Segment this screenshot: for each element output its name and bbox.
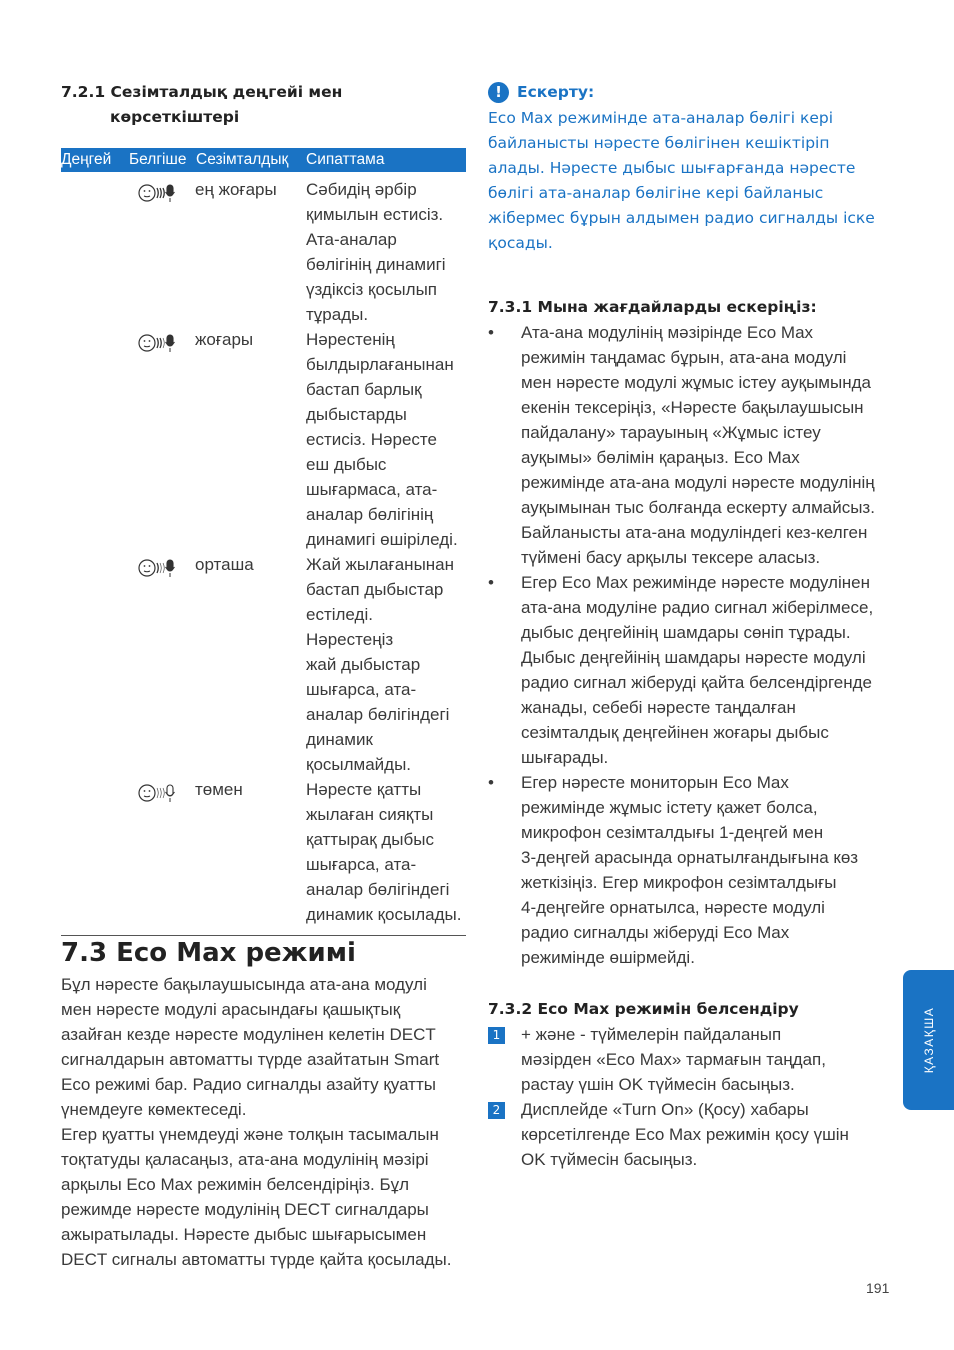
note-heading — [488, 80, 898, 104]
side-tab-label: ҚАЗАҚША — [921, 1006, 936, 1074]
description-line: аналар бөлігіндегі — [306, 705, 450, 724]
section-number: 7.2.1 — [61, 83, 106, 101]
description-line: жылаған сияқты — [306, 805, 434, 824]
col-header-icon: Белгіше — [129, 151, 187, 168]
warning-icon: ! — [488, 82, 509, 103]
text-line: мен нәресте модулі арасындағы қашықтық — [61, 1000, 401, 1019]
text-line: екенін тексеріңіз, «Нәресте бақылаушысын — [521, 398, 864, 417]
text-line: мен нәресте модулі жұмыс істеу ауқымында — [521, 373, 871, 392]
section-7-3-paragraph-2 — [61, 1122, 466, 1272]
sensitivity-level: төмен — [195, 780, 243, 799]
sensitivity-low-icon — [138, 782, 176, 804]
text-line: Дыбыс деңгейінің шамдары нәресте модулі — [521, 648, 866, 667]
text-line: көрсетілгенде Eco Max режимін қосу үшін — [521, 1125, 849, 1144]
description-line: шығармаса, ата- — [306, 480, 438, 499]
text-line: арқылы Eco Max режимін белсендіріңіз. Бұл — [61, 1175, 410, 1194]
section-7-2-1-heading — [61, 80, 466, 105]
text-line: Егер Eco Max режимінде нәресте модулінен — [521, 573, 870, 592]
text-line: бөлігі ата-аналар бөлігіне кері байланыс — [488, 184, 824, 202]
description-line: бастап дыбыстар — [306, 580, 444, 599]
left-column — [61, 80, 466, 1272]
bullet-icon: • — [488, 323, 494, 342]
text-line: ауқымы» бөлімін қараңыз. Eco Max — [521, 448, 800, 467]
table-header — [61, 148, 466, 172]
text-line: азайған кезде нәресте модулінен келетін DECT — [61, 1025, 436, 1044]
activation-steps — [488, 1022, 898, 1172]
section-7-3-2-heading: 7.3.2 Eco Max режимін белсендіру — [488, 1000, 799, 1018]
table-row — [61, 177, 466, 327]
sensitivity-max-icon — [138, 182, 176, 204]
section-7-3-title: 7.3 Eco Max режимі — [61, 938, 356, 968]
text-line: режимін таңдамас бұрын, ата-ана модулі — [521, 348, 847, 367]
text-line: режимде нәресте модулінің DECT сигналдары — [61, 1200, 429, 1219]
text-line: микрофон сезімталдығы 1-деңгей мен — [521, 823, 824, 842]
text-line: DECT сигналы автоматты түрде қайта қосылады. — [61, 1250, 452, 1269]
text-line: радио сигналды жіберуді Eco Max — [521, 923, 790, 942]
text-line: шығарады. — [521, 748, 609, 767]
text-line: Eco режимі бар. Радио сигналды азайту қуатты — [61, 1075, 436, 1094]
text-line: режимінде жұмыс істету қажет болса, — [521, 798, 818, 817]
description-line: Нәрестенің — [306, 330, 395, 349]
considerations-list — [488, 320, 898, 970]
note-title: Ескерту: — [517, 83, 595, 101]
sensitivity-table-body — [61, 177, 466, 927]
text-line: алады. Нәресте дыбыс шығарғанда нәресте — [488, 159, 856, 177]
description-line: аналар бөлігінің — [306, 505, 434, 524]
step-item — [488, 1097, 898, 1172]
description-line: Жай жылағанынан — [306, 555, 455, 574]
text-line: сигналдарын автоматты түрде азайтатын Smart — [61, 1050, 440, 1069]
level-description — [306, 327, 471, 552]
description-line: Нәрестеңіз — [306, 630, 394, 649]
text-line: түймені басу арқылы тексере аласыз. — [521, 548, 821, 567]
description-line: шығарса, ата- — [306, 855, 417, 874]
right-column — [488, 80, 898, 1172]
text-line: жібермес бұрын алдымен радио сигналды іске — [488, 209, 875, 227]
text-line: мәзірден «Eco Max» тармағын таңдап, — [521, 1050, 826, 1069]
text-line: растау үшін OK түймесін басыңыз. — [521, 1075, 795, 1094]
text-line: ажыратылады. Нәресте дыбыс шығарысымен — [61, 1225, 427, 1244]
text-line: радио сигнал жіберуді қайта белсендіргенде — [521, 673, 873, 692]
text-line: Егер қуатты үнемдеуді және толқын тасымалын — [61, 1125, 439, 1144]
description-line: қосылмайды. — [306, 755, 412, 774]
list-item — [488, 320, 898, 570]
text-line: Егер нәресте мониторын Eco Max — [521, 773, 789, 792]
description-line: естисіз. Нәресте — [306, 430, 437, 449]
table-row — [61, 777, 466, 927]
text-line: үнемдеуге көмектеседі. — [61, 1100, 247, 1119]
sensitivity-high-icon — [138, 332, 176, 354]
description-line: естіледі. — [306, 605, 373, 624]
text-line: 3-деңгей арасында орнатылғандығына көз — [521, 848, 859, 867]
description-line: динамик — [306, 730, 373, 749]
sensitivity-medium-icon — [138, 557, 176, 579]
list-item — [488, 770, 898, 970]
description-line: жай дыбыстар — [306, 655, 421, 674]
description-line: бөлігінің динамигі — [306, 255, 446, 274]
sensitivity-level: жоғары — [195, 330, 254, 349]
text-line: жеткізіңіз. Егер микрофон сезімталдығы — [521, 873, 837, 892]
sensitivity-level: орташа — [195, 555, 254, 574]
note-body — [488, 106, 898, 256]
description-line: қимылын естисіз. — [306, 205, 444, 224]
text-line: сезімталдық деңгейінен жоғары дыбыс — [521, 723, 829, 742]
text-line: + және - түймелерін пайдаланып — [521, 1025, 782, 1044]
description-line: қаттырақ дыбыс — [306, 830, 434, 849]
text-line: Бұл нәресте бақылаушысында ата-ана модулі — [61, 975, 427, 994]
description-line: Ата-аналар — [306, 230, 397, 249]
section-divider — [61, 935, 466, 936]
language-side-tab — [903, 970, 954, 1110]
section-7-2-1-heading-cont: көрсеткіштері — [110, 108, 240, 126]
text-line: 4-деңгейге орнатылса, нәресте модулі — [521, 898, 825, 917]
table-row — [61, 552, 466, 777]
description-line: динамик қосылады. — [306, 905, 462, 924]
section-7-3-1-heading: 7.3.1 Мына жағдайларды ескеріңіз: — [488, 298, 817, 316]
description-line: динамигі өшіріледі. — [306, 530, 458, 549]
level-description — [306, 777, 471, 927]
text-line: жанады, себебі нәресте таңдалған — [521, 698, 796, 717]
page-number: 191 — [866, 1280, 890, 1296]
col-header-description: Сипаттама — [306, 151, 385, 168]
text-line: Байланысты ата-ана модуліндегі кез-келген — [521, 523, 868, 542]
text-line: ауқымынан тыс болғанда ескерту алмайсыз. — [521, 498, 875, 517]
text-line: режимінде өшірмейді. — [521, 948, 695, 967]
description-line: бастап барлық — [306, 380, 422, 399]
step-number-badge: 2 — [488, 1102, 505, 1119]
text-line: тоқтатуды қаласаңыз, ата-ана модулінің мәзірі — [61, 1150, 429, 1169]
level-description — [306, 177, 471, 327]
description-line: былдырлағанынан — [306, 355, 454, 374]
text-line: ата-ана модуліне радио сигнал жіберілмесе, — [521, 598, 874, 617]
bullet-icon: • — [488, 773, 494, 792]
text-line: режимінде ата-ана модулі нәресте модулінің — [521, 473, 875, 492]
description-line: тұрады. — [306, 305, 369, 324]
section-7-3-paragraph-1 — [61, 972, 466, 1122]
text-line: Дисплейде «Turn On» (Қосу) хабары — [521, 1100, 809, 1119]
description-line: аналар бөлігіндегі — [306, 880, 450, 899]
description-line: үздіксіз қосылып — [306, 280, 437, 299]
list-item — [488, 570, 898, 770]
bullet-icon: • — [488, 573, 494, 592]
text-line: пайдалану» тарауының «Жұмыс істеу — [521, 423, 821, 442]
description-line: еш дыбыс — [306, 455, 387, 474]
description-line: Сәбидің әрбір — [306, 180, 417, 199]
description-line: шығарса, ата- — [306, 680, 417, 699]
col-header-sensitivity: Сезімталдық — [196, 151, 289, 168]
step-number-badge: 1 — [488, 1027, 505, 1044]
col-header-level: Деңгей — [61, 151, 112, 168]
text-line: Eco Max режимінде ата-аналар бөлігі кері — [488, 109, 834, 127]
table-row — [61, 327, 466, 552]
step-item — [488, 1022, 898, 1097]
sensitivity-level: ең жоғары — [195, 180, 277, 199]
text-line: дыбыс деңгейінің шамдары сөніп тұрады. — [521, 623, 851, 642]
level-description — [306, 552, 471, 777]
text-line: байланысты нәресте бөлігінен кешіктіріп — [488, 134, 830, 152]
heading-line: Сезімталдық деңгейі мен — [110, 83, 343, 101]
description-line: дыбыстарды — [306, 405, 407, 424]
text-line: Ата-ана модулінің мәзірінде Eco Max — [521, 323, 814, 342]
description-line: Нәресте қатты — [306, 780, 422, 799]
text-line: OK түймесін басыңыз. — [521, 1150, 698, 1169]
text-line: қосады. — [488, 234, 553, 252]
